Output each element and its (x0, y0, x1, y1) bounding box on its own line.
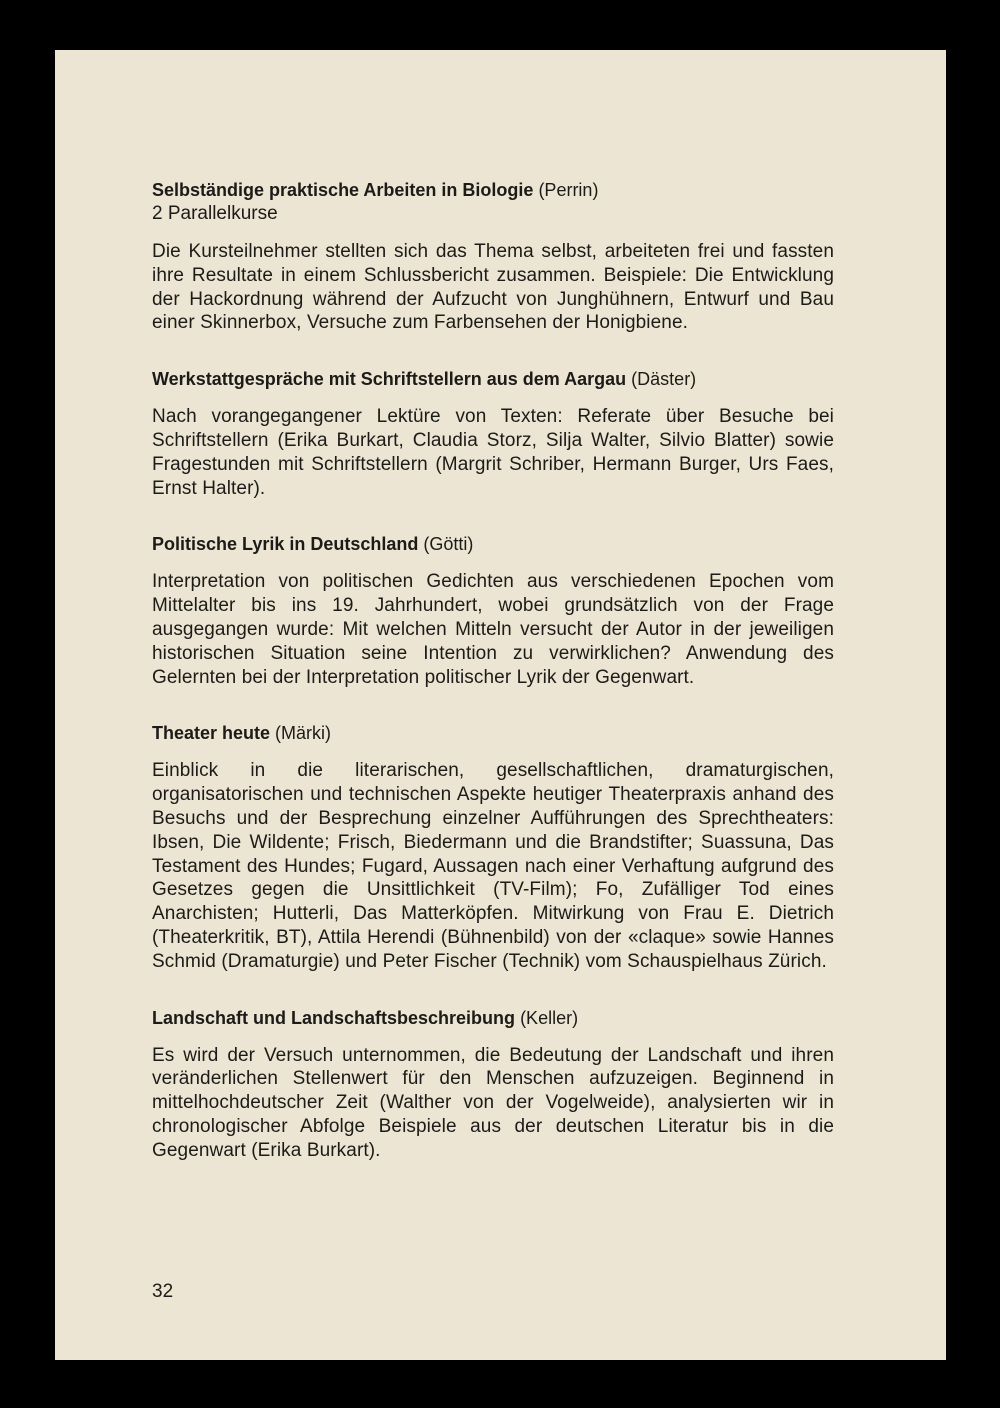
section-title: Selbständige praktische Arbeiten in Biologie (152, 180, 534, 200)
section-author: (Perrin) (538, 180, 599, 200)
document-page (55, 50, 946, 1360)
section-theater-heute (152, 721, 834, 973)
section-title: Theater heute (152, 723, 271, 744)
page-number: 32 (152, 1281, 174, 1302)
section-body: Die Kursteilnehmer stellten sich das Thema selbst, arbeiteten frei und fassten ihre Resultate in einem Schlussbericht zusammen. Beispiele: Die Entwicklung der Hackordnung während der Aufzucht von Junghühnern, Entwurf und Bau einer Skinnerbox, Versuche zum Farbensehen der Honigbiene. (152, 241, 834, 334)
section-heading (152, 1006, 834, 1030)
section-heading (152, 532, 834, 556)
section-landschaft (152, 1006, 834, 1163)
section-title: Politische Lyrik in Deutschland (152, 534, 419, 555)
section-heading (152, 367, 834, 391)
page-content (152, 178, 834, 1163)
section-author: (Märki) (275, 723, 332, 744)
section-heading (152, 178, 834, 202)
section-body: Es wird der Versuch unternommen, die Bedeutung der Landschaft und ihren veränderlichen Stellenwert für den Menschen aufzuzeigen. Beginnend in mittelhochdeutscher Zeit (Walther von der Vogelweide), analysierten wir in chronologischer Abfolge Beispiele aus der deutschen Literatur bis in die Gegenwart (Erika Burkart). (152, 1044, 834, 1161)
section-title: Landschaft und Landschaftsbeschreibung (152, 1007, 516, 1028)
section-heading (152, 721, 834, 745)
section-author: (Götti) (423, 534, 474, 555)
section-subline: 2 Parallelkurse (152, 203, 278, 224)
section-title: Werkstattgespräche mit Schriftstellern aus dem Aargau (152, 369, 627, 390)
section-body: Interpretation von politischen Gedichten aus verschiedenen Epochen vom Mittelalter bis ins 19. Jahrhundert, wobei grundsätzlich von der Frage ausgegangen wurde: Mit welchen Mitteln versucht der Autor in der jeweiligen historischen Situation seine Intention zu verwirklichen? Anwendung des Gelernten bei der Interpretation politischer Lyrik der Gegenwart. (152, 571, 834, 688)
section-werkstattgespraeche (152, 367, 834, 500)
section-biologie (152, 178, 834, 335)
section-politische-lyrik (152, 532, 834, 689)
section-body: Einblick in die literarischen, gesellschaftlichen, dramaturgischen, organisatorischen und technischen Aspekte heutiger Theaterpraxis anhand des Besuchs und der Besprechung einzelner Aufführungen des Sprechtheaters: Ibsen, Die Wildente; Frisch, Biedermann und die Brandstifter; Suassuna, Das Testament des Hundes; Fugard, Aussagen nach einer Verhaftung aufgrund des Gesetzes gegen die Unsittlichkeit (TV-Film); Fo, Zufälliger Tod eines Anarchisten; Hutterli, Das Matterköpfen. Mitwirkung von Frau E. Dietrich (Theaterkritik, BT), Attila Herendi (Bühnenbild) von der «claque» sowie Hannes Schmid (Dramaturgie) und Peter Fischer (Technik) vom Schauspielhaus Zürich. (152, 760, 834, 972)
section-author: (Däster) (631, 369, 697, 390)
section-author: (Keller) (520, 1007, 579, 1028)
section-body: Nach vorangegangener Lektüre von Texten: Referate über Besuche bei Schriftstellern (Erika Burkart, Claudia Storz, Silja Walter, Silvio Blatter) sowie Fragestunden mit Schriftstellern (Margrit Schriber, Hermann Burger, Urs Faes, Ernst Halter). (152, 406, 834, 499)
